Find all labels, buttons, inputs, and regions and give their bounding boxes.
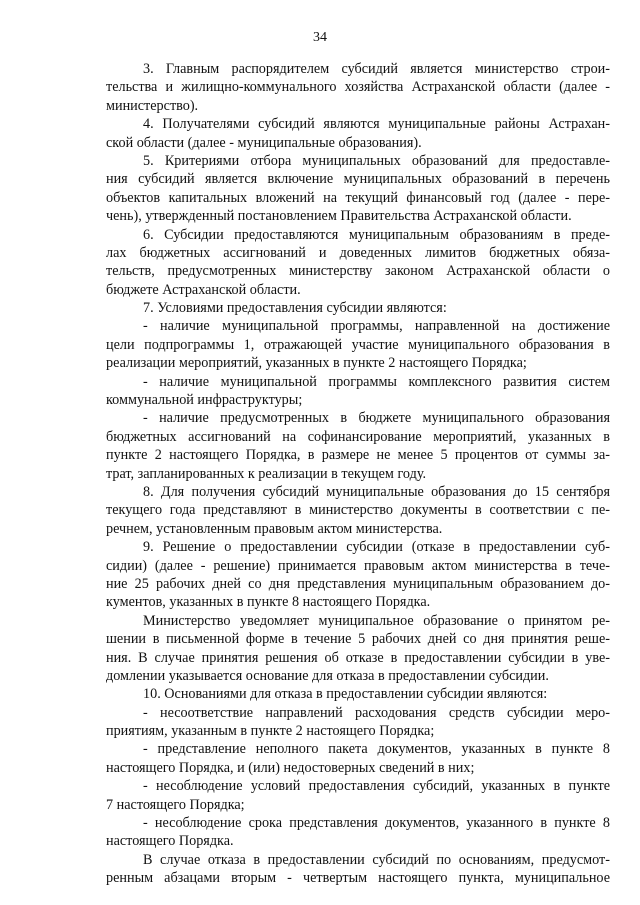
paragraph <box>106 115 610 152</box>
paragraph <box>106 704 610 741</box>
text-line: - наличие муниципальной программы, направленной на достижение <box>143 318 610 335</box>
paragraph <box>106 814 610 851</box>
text-line: коммунальной инфраструктуры; <box>106 392 303 409</box>
document-body <box>106 60 610 888</box>
paragraph <box>106 409 610 483</box>
paragraph <box>106 612 610 686</box>
paragraph <box>106 317 610 372</box>
text-line: настоящего Порядка. <box>106 833 234 850</box>
text-line: - несоблюдение срока представления документов, указанного в пункте 8 <box>143 815 610 832</box>
text-line: объектов капитальных вложений на текущий финансовый год (далее - пере- <box>106 189 610 206</box>
text-line: текущего года представляют в министерство документы в соответствии с пе- <box>106 502 610 519</box>
text-line: кументов, указанных в пункте 8 настоящего Порядка. <box>106 594 431 611</box>
paragraph <box>106 373 610 410</box>
text-line: ренным абзацами вторым - четвертым настоящего пункта, муниципальное <box>106 870 610 887</box>
text-line: настоящего Порядка, и (или) недостоверных сведений в них; <box>106 759 475 776</box>
text-line: 7 настоящего Порядка; <box>106 796 245 813</box>
paragraph <box>106 299 610 317</box>
text-line: 4. Получателями субсидий являются муниципальные районы Астрахан- <box>143 116 610 133</box>
text-line: бюджете Астраханской области. <box>106 281 301 298</box>
text-line: 6. Субсидии предоставляются муниципальным образованиям в преде- <box>143 226 610 243</box>
text-line: В случае отказа в предоставлении субсидий по основаниям, предусмот- <box>143 851 610 868</box>
text-line: - несоответствие направлений расходования средств субсидии меро- <box>143 704 610 721</box>
text-line: ния. В случае принятия решения об отказе в предоставлении субсидии в уве- <box>106 649 610 666</box>
text-line: ской области (далее - муниципальные образования). <box>106 134 422 151</box>
paragraph <box>106 60 610 115</box>
text-line: - представление неполного пакета документов, указанных в пункте 8 <box>143 741 610 758</box>
paragraph <box>106 777 610 814</box>
text-line: министерство). <box>106 97 199 114</box>
text-line: бюджетных ассигнований на софинансирование мероприятий, указанных в <box>106 428 610 445</box>
paragraph <box>106 740 610 777</box>
text-line: 3. Главным распорядителем субсидий является министерство строи- <box>143 61 610 77</box>
text-line: Министерство уведомляет муниципальное образование о принятом ре- <box>143 612 610 629</box>
text-line: приятиям, указанным в пункте 2 настоящего Порядка; <box>106 723 435 740</box>
text-line: 8. Для получения субсидий муниципальные образования до 15 сентября <box>143 483 610 500</box>
text-line: 10. Основаниями для отказа в предоставлении субсидии являются: <box>143 686 548 703</box>
text-line: сидии) (далее - решение) принимается правовым актом министерства в тече- <box>106 557 610 574</box>
text-line: речнем, установленным правовым актом министерства. <box>106 520 443 537</box>
paragraph <box>106 685 610 703</box>
text-line: ния субсидий является включение муниципальных образований в перечень <box>106 171 610 188</box>
text-line: 5. Критериями отбора муниципальных образований для предоставле- <box>143 152 610 169</box>
text-line: 7. Условиями предоставления субсидии являются: <box>143 300 447 317</box>
text-line: лах бюджетных ассигнований и доведенных лимитов бюджетных обяза- <box>106 244 610 261</box>
text-line: цели подпрограммы 1, отражающей участие муниципального образования в <box>106 336 610 353</box>
paragraph <box>106 851 610 888</box>
paragraph <box>106 483 610 538</box>
paragraph <box>106 538 610 612</box>
text-line: трат, запланированных к реализации в текущем году. <box>106 465 427 482</box>
text-line: - несоблюдение условий предоставления субсидий, указанных в пункте <box>143 778 610 795</box>
text-line: пункте 2 настоящего Порядка, в размере не менее 5 процентов от суммы за- <box>106 447 610 464</box>
text-line: тельства и жилищно-коммунального хозяйства Астраханской области (далее - <box>106 79 610 96</box>
text-line: - наличие муниципальной программы комплексного развития систем <box>143 373 610 390</box>
paragraph <box>106 226 610 300</box>
text-line: ние 25 рабочих дней со дня представления муниципальным образованием до- <box>106 575 610 592</box>
text-line: домлении указывается основание для отказа в предоставлении субсидии. <box>106 667 549 684</box>
text-line: шении в письменной форме в течение 5 рабочих дней со дня принятия реше- <box>106 631 610 648</box>
text-line: 9. Решение о предоставлении субсидии (отказе в предоставлении суб- <box>143 539 610 556</box>
text-line: - наличие предусмотренных в бюджете муниципального образования <box>143 410 610 427</box>
text-line: тельств, предусмотренных министерству законом Астраханской области о <box>106 263 610 280</box>
page-number: 34 <box>313 30 327 45</box>
text-line: чень), утвержденный постановлением Правительства Астраханской области. <box>106 208 572 225</box>
paragraph <box>106 152 610 226</box>
text-line: реализации мероприятий, указанных в пункте 2 настоящего Порядка; <box>106 355 527 372</box>
